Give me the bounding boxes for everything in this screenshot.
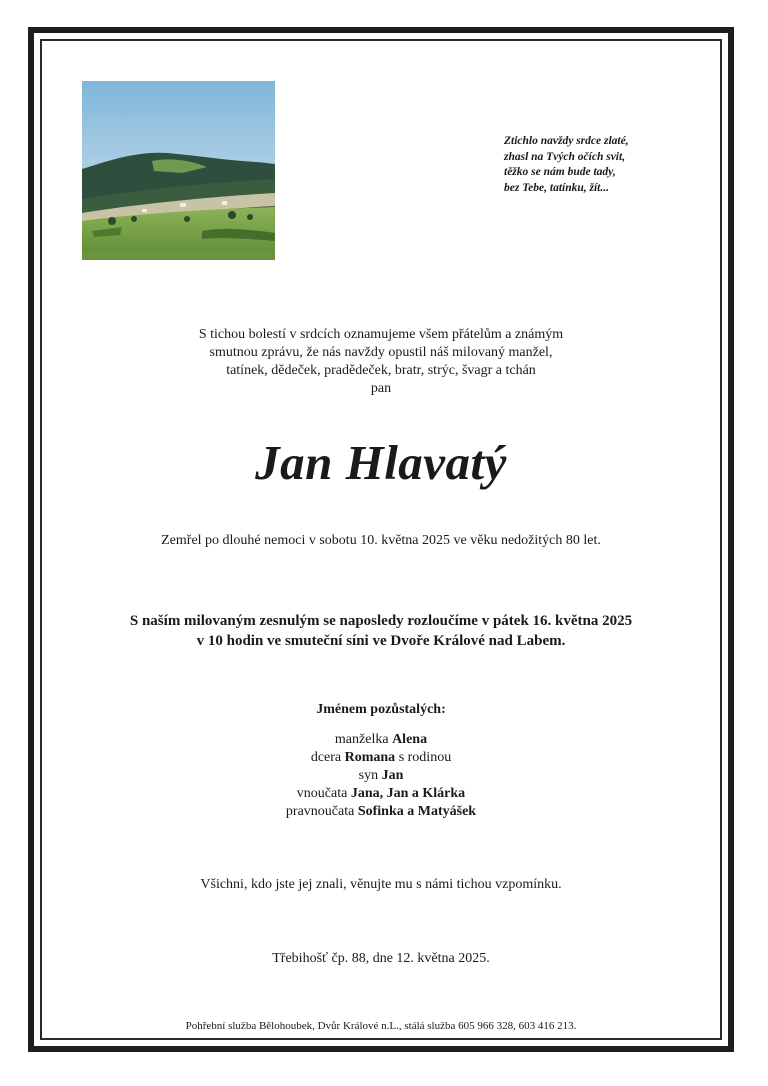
- memorial-poem: [504, 134, 714, 196]
- survivor-suffix: s rodinou: [398, 750, 452, 765]
- survivor-relation: vnoučata: [296, 786, 348, 801]
- death-notice: Zemřel po dlouhé nemoci v sobotu 10. května 2025 ve věku nedožitých 80 let.: [161, 533, 601, 548]
- poem-line: těžko se nám bude tady,: [504, 166, 616, 178]
- survivor-relation: dcera: [310, 750, 342, 765]
- announcement-line: smutnou zprávu, že nás navždy opustil náš milovaný manžel,: [209, 345, 553, 360]
- survivor-names: Romana: [344, 750, 396, 765]
- survivor-names: Jan: [381, 768, 404, 783]
- survivor-relation: syn: [358, 768, 379, 783]
- survivor-entry: [40, 803, 722, 821]
- funeral-details: [40, 611, 722, 651]
- announcement-line: S tichou bolestí v srdcích oznamujeme všem přátelům a známým: [198, 327, 564, 342]
- survivor-names: Jana, Jan a Klárka: [350, 786, 466, 801]
- place-and-date: Třebihošť čp. 88, dne 12. května 2025.: [272, 951, 490, 966]
- poem-line: Ztichlo navždy srdce zlaté,: [504, 135, 629, 147]
- announcement: [40, 326, 722, 398]
- announcement-line: tatínek, dědeček, pradědeček, bratr, strýc, švagr a tchán: [226, 363, 536, 378]
- survivors-heading: Jménem pozůstalých:: [316, 702, 446, 717]
- funeral-service-footer: Pohřební služba Bělohoubek, Dvůr Králové n.L., stálá služba 605 966 328, 603 416 213.: [185, 1020, 577, 1032]
- deceased-name: Jan Hlavatý: [255, 435, 507, 490]
- survivor-names: Sofinka a Matyášek: [357, 804, 477, 819]
- announcement-line: pan: [370, 381, 392, 396]
- survivor-entry: [40, 767, 722, 785]
- survivor-entry: [40, 785, 722, 803]
- poem-line: zhasl na Tvých očích svit,: [504, 150, 626, 163]
- poem-line: bez Tebe, tatínku, žít...: [504, 181, 609, 194]
- survivor-relation: pravnoučata: [285, 804, 355, 819]
- survivor-entry: [40, 731, 722, 749]
- survivor-relation: manželka: [334, 732, 389, 747]
- landscape-photo: [82, 81, 275, 260]
- funeral-line: v 10 hodin ve smuteční síni ve Dvoře Králové nad Labem.: [196, 633, 566, 649]
- survivor-entry: [40, 749, 722, 767]
- survivor-names: Alena: [392, 732, 428, 747]
- survivors-list: [40, 731, 722, 821]
- remembrance-text: Všichni, kdo jste jej znali, věnujte mu s námi tichou vzpomínku.: [200, 877, 562, 892]
- funeral-line: S naším milovaným zesnulým se naposledy rozloučíme v pátek 16. května 2025: [129, 613, 633, 629]
